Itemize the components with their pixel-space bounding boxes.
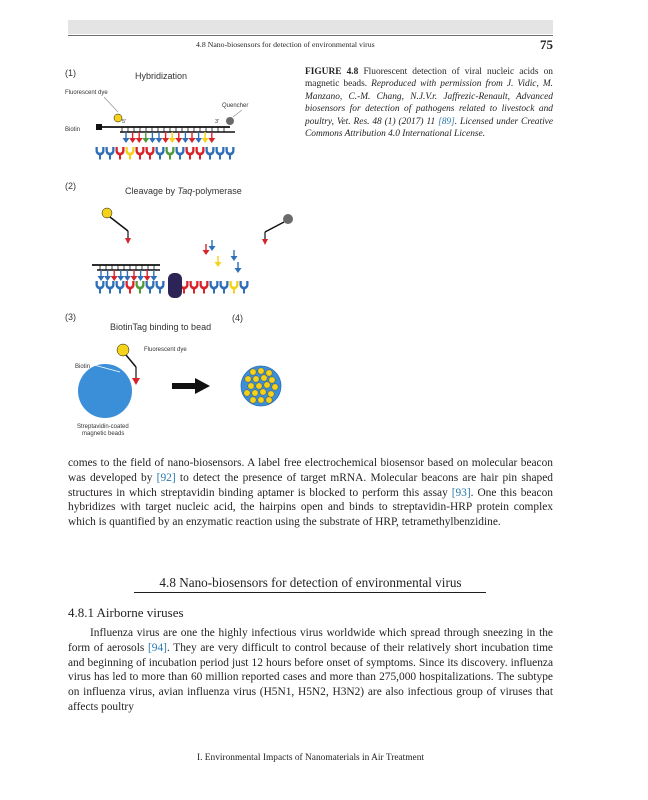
probe-marker [189,132,196,143]
probe-marker [169,132,176,143]
bead-dye-dot [245,376,251,382]
probe-marker [142,132,149,143]
footer: I. Environmental Impacts of Nanomaterials in Air Treatment [196,753,425,763]
figure-caption [305,66,553,140]
polymerase-unit [240,281,249,294]
polymerase-unit [166,147,175,160]
polymerase-unit [116,281,125,294]
panel-1-title: Hybridization [135,71,188,81]
magnetic-bead [78,364,132,418]
bead-dye-dot [266,370,272,376]
polymerase-unit [220,281,229,294]
polymerase-unit [106,281,115,294]
bead-dye-dot [258,368,264,374]
panel-1-five-prime: 5' [122,119,127,125]
section-rule [134,592,486,593]
paragraph-airborne-viruses: Influenza virus are one the highly infectious virus worldwide which spread through sneezing in the form of aerosols [94]. They are very difficult to control because of their relatively short incubation time and beginning of incubation period just 12 hours before onset of symptoms. Since its discovery. influenza virus has led to more than 60 million reported cases and more than 275,000 hospitalizations. The subtype on influenza virus, avian influenza virus (H5N1, H5N2, H3N2) are also infectious group of viruses that affects poultry [68,627,553,713]
biotin-marker [96,124,102,130]
quencher-pointer [233,110,242,117]
header-rule [68,35,553,36]
bead-dye-dot [250,397,256,403]
probe-marker [117,270,124,281]
bead-dye-dot [252,390,258,396]
cleaved-dye-stalk [110,217,128,231]
panel-1-polymerase-row [96,147,235,160]
bead-dye-dot [250,369,256,375]
panel-3-fluorescent-dye-label: Fluorescent dye [144,347,187,353]
caption-label: FIGURE 4.8 [305,67,359,77]
figure-illustration [60,60,300,438]
polymerase-unit [230,281,239,294]
probe-marker [175,132,182,143]
bead-dye-dot [258,397,264,403]
panel-2-number: (2) [65,181,76,191]
polymerase-unit [126,281,135,294]
quencher-marker [226,117,234,125]
header-band [68,20,553,34]
probe-marker [136,132,143,143]
polymerase-unit [96,147,105,160]
probe-marker [111,270,118,281]
polymerase-unit [126,147,135,160]
polymerase-unit [106,147,115,160]
polymerase-unit [226,147,235,160]
reference-link[interactable]: [93] [451,486,471,499]
probe-marker [123,132,130,143]
panel-1-fluorescent-dye-label: Fluorescent dye [65,90,108,96]
bead-dye-dot [256,383,262,389]
polymerase-unit [216,147,225,160]
page-number: 75 [540,37,553,52]
panel-3-biotin-label: Biotin [75,364,91,370]
caption-reproduced: Reproduced with permission from J. Vidic, M. Manzano, C.-M. Chang, N.J.V.r. Jaffrezic-Renault, Advanced biosensors for detection of pathogens related to livestock and poultry, Vet. Res. 48 (1) (2017) 11 [305,79,553,127]
bead-dye-dot [253,376,259,382]
caption-reference-link[interactable]: [89] [438,116,455,127]
polymerase-unit [146,147,155,160]
caption-license: . Licensed under Creative Commons Attribution 4.0 International License. [305,116,553,140]
polymerase-unit [200,281,209,294]
panel-2-probes [98,270,158,281]
polymerase-unit [196,147,205,160]
bead-dye-dot [260,389,266,395]
probe-marker [208,132,215,143]
dye-pointer [104,97,118,112]
section-title: 4.8 Nano-biosensors for detection of environmental virus [159,575,462,590]
probe-marker [104,270,111,281]
bead-dye-dot [264,382,270,388]
panel-2-released-fragments [203,240,242,273]
probe-marker [137,270,144,281]
panel-2-title: Cleavage by Taq-polymerase [125,186,242,196]
taq-polymerase [168,273,182,298]
polymerase-unit [116,147,125,160]
released-fragment [203,244,210,255]
panel-1-quencher-label: Quencher [222,103,249,109]
probe-marker [98,270,105,281]
probe-marker [202,132,209,143]
probe-marker [156,132,163,143]
polymerase-unit [96,281,105,294]
bead-dye-marker [117,344,129,356]
bead-dye-dot [261,375,267,381]
panel-1-three-prime: 3' [215,119,220,125]
paragraph-molecular-beacon: comes to the field of nano-biosensors. A label free electrochemical biosensor based on molecular beacon was developed by [92] to detect the presence of target mRNA. Molecular beacons are hair pin shaped structures in which streptavidin binding aptamer is blocked to perform this assay [93]. One this beacon hybridizes with target nucleic acid, the hairpins open and binds to streptavidin-HRP protein complex which is quantified by an enzymatic reaction using the substrate of HRP, tetramethylbenzidine. [68,457,553,529]
polymerase-unit [156,147,165,160]
released-fragment [209,240,216,251]
bead-dye-dot [268,391,274,397]
panel-1-number: (1) [65,68,76,78]
probe-marker [150,270,157,281]
panel-1-probes [123,132,216,143]
polymerase-unit [136,147,145,160]
panel-4-number: (4) [232,313,243,323]
bead-dye-dot [248,383,254,389]
polymerase-unit [206,147,215,160]
polymerase-unit [176,147,185,160]
probe-marker [131,270,138,281]
probe-marker [129,132,136,143]
subsection-title: 4.8.1 Airborne viruses [68,605,184,620]
caption-text: Fluorescent detection of viral nucleic acids on magnetic beads. [305,67,553,90]
probe-marker [144,270,151,281]
bead-label-line-1: Streptavidin-coated [77,424,129,430]
bead-dye-dot [269,377,275,383]
running-head: 4.8 Nano-biosensors for detection of environmental virus [196,40,375,49]
figure-4-8 [60,60,300,438]
fluorescent-dye-marker [114,114,122,122]
bead-label-line-2: magnetic beads [82,431,125,437]
polymerase-unit [190,281,199,294]
polymerase-unit [210,281,219,294]
probe-marker [195,132,202,143]
binding-arrow [172,378,210,394]
released-fragment [231,250,238,261]
probe-marker [149,132,156,143]
bead-dye-dot [266,397,272,403]
reference-link[interactable]: [94] [147,641,167,654]
panel-1-biotin-label: Biotin [65,127,81,133]
cleaved-quencher-marker [283,214,293,224]
polymerase-unit [136,281,145,294]
bead-dye-dot [272,384,278,390]
reference-link[interactable]: [92] [156,471,176,484]
panel-3-title: BiotinTag binding to bead [110,322,212,332]
probe-marker [124,270,131,281]
released-fragment [235,262,242,273]
probe-marker [182,132,189,143]
polymerase-unit [156,281,165,294]
panel-3-number: (3) [65,312,76,322]
probe-marker [162,132,169,143]
polymerase-unit [186,147,195,160]
bead-dye-dot [244,390,250,396]
polymerase-unit [146,281,155,294]
released-fragment [215,256,222,267]
